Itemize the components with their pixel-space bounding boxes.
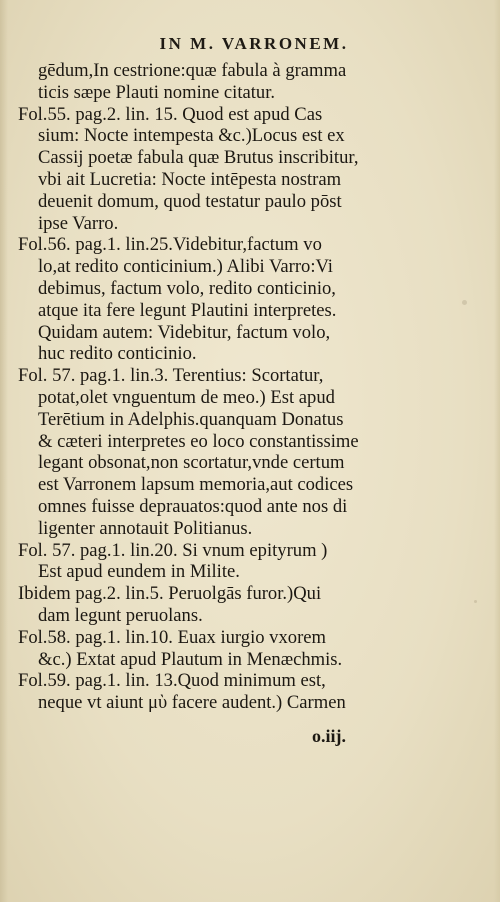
text-line: dam legunt peruolans. bbox=[38, 604, 203, 626]
text-line: gēdum,In cestrione:quæ fabula à gramma bbox=[38, 60, 347, 81]
text-line: atque ita fere legunt Plautini interpretes. bbox=[38, 299, 337, 321]
stain bbox=[474, 600, 477, 603]
text-block bbox=[18, 60, 488, 714]
text-line: lo,at redito conticinium.) Alibi Varro:Vi bbox=[38, 256, 333, 278]
text-line: & cæteri interpretes eo loco constantissime bbox=[38, 430, 359, 452]
text-line: omnes fuisse deprauatos:quod ante nos di bbox=[38, 495, 348, 517]
text-line: Fol.59. pag.1. lin. 13.Quod minimum est, bbox=[18, 670, 326, 692]
text-line: huc redito conticinio. bbox=[38, 343, 197, 365]
page-footer bbox=[0, 726, 500, 748]
text-line: deuenit domum, quod testatur paulo pōst bbox=[38, 190, 342, 212]
text-line: Fol.58. pag.1. lin.10. Euax iurgio vxorem bbox=[18, 626, 326, 648]
text-line: neque vt aiunt μὺ facere audent.) Carmen bbox=[38, 692, 346, 714]
page-edge-left bbox=[0, 0, 8, 902]
text-line: vbi ait Lucretia: Nocte intēpesta nostram bbox=[38, 168, 342, 190]
running-head: IN M. VARRONEM. bbox=[159, 34, 349, 53]
text-line: Fol.55. pag.2. lin. 15. Quod est apud Cas bbox=[18, 103, 323, 125]
text-line: Fol. 57. pag.1. lin.3. Terentius: Scortatur, bbox=[18, 365, 324, 387]
text-line: ticis sæpe Plauti nomine citatur. bbox=[38, 81, 276, 103]
text-line: Fol.56. pag.1. lin.25.Videbitur,factum vo bbox=[18, 234, 322, 256]
signature-mark: o.iij. bbox=[312, 726, 346, 746]
text-line: ligenter annotauit Politianus. bbox=[38, 517, 253, 539]
stain bbox=[462, 300, 467, 305]
text-line: Terētium in Adelphis.quanquam Donatus bbox=[38, 408, 344, 430]
text-line: Fol. 57. pag.1. lin.20. Si vnum epityrum ) bbox=[18, 539, 328, 561]
text-line: &c.) Extat apud Plautum in Menæchmis. bbox=[38, 648, 343, 670]
text-line: sium: Nocte intempesta &c.)Locus est ex bbox=[38, 125, 345, 147]
text-line: debimus, factum volo, redito conticinio, bbox=[38, 277, 336, 299]
text-line: Est apud eundem in Milite. bbox=[38, 561, 240, 583]
text-line: ipse Varro. bbox=[38, 212, 119, 234]
text-line: legant obsonat,non scortatur,vnde certum bbox=[38, 452, 345, 474]
text-line: Ibidem pag.2. lin.5. Peruolgās furor.)Qui bbox=[18, 583, 322, 605]
text-line: Quidam autem: Videbitur, factum volo, bbox=[38, 321, 331, 343]
text-line: est Varronem lapsum memoria,aut codices bbox=[38, 474, 354, 496]
text-line: Cassij poetæ fabula quæ Brutus inscribitur, bbox=[38, 147, 359, 169]
text-line: potat,olet vnguentum de meo.) Est apud bbox=[38, 386, 335, 408]
page-edge-right bbox=[494, 0, 500, 902]
